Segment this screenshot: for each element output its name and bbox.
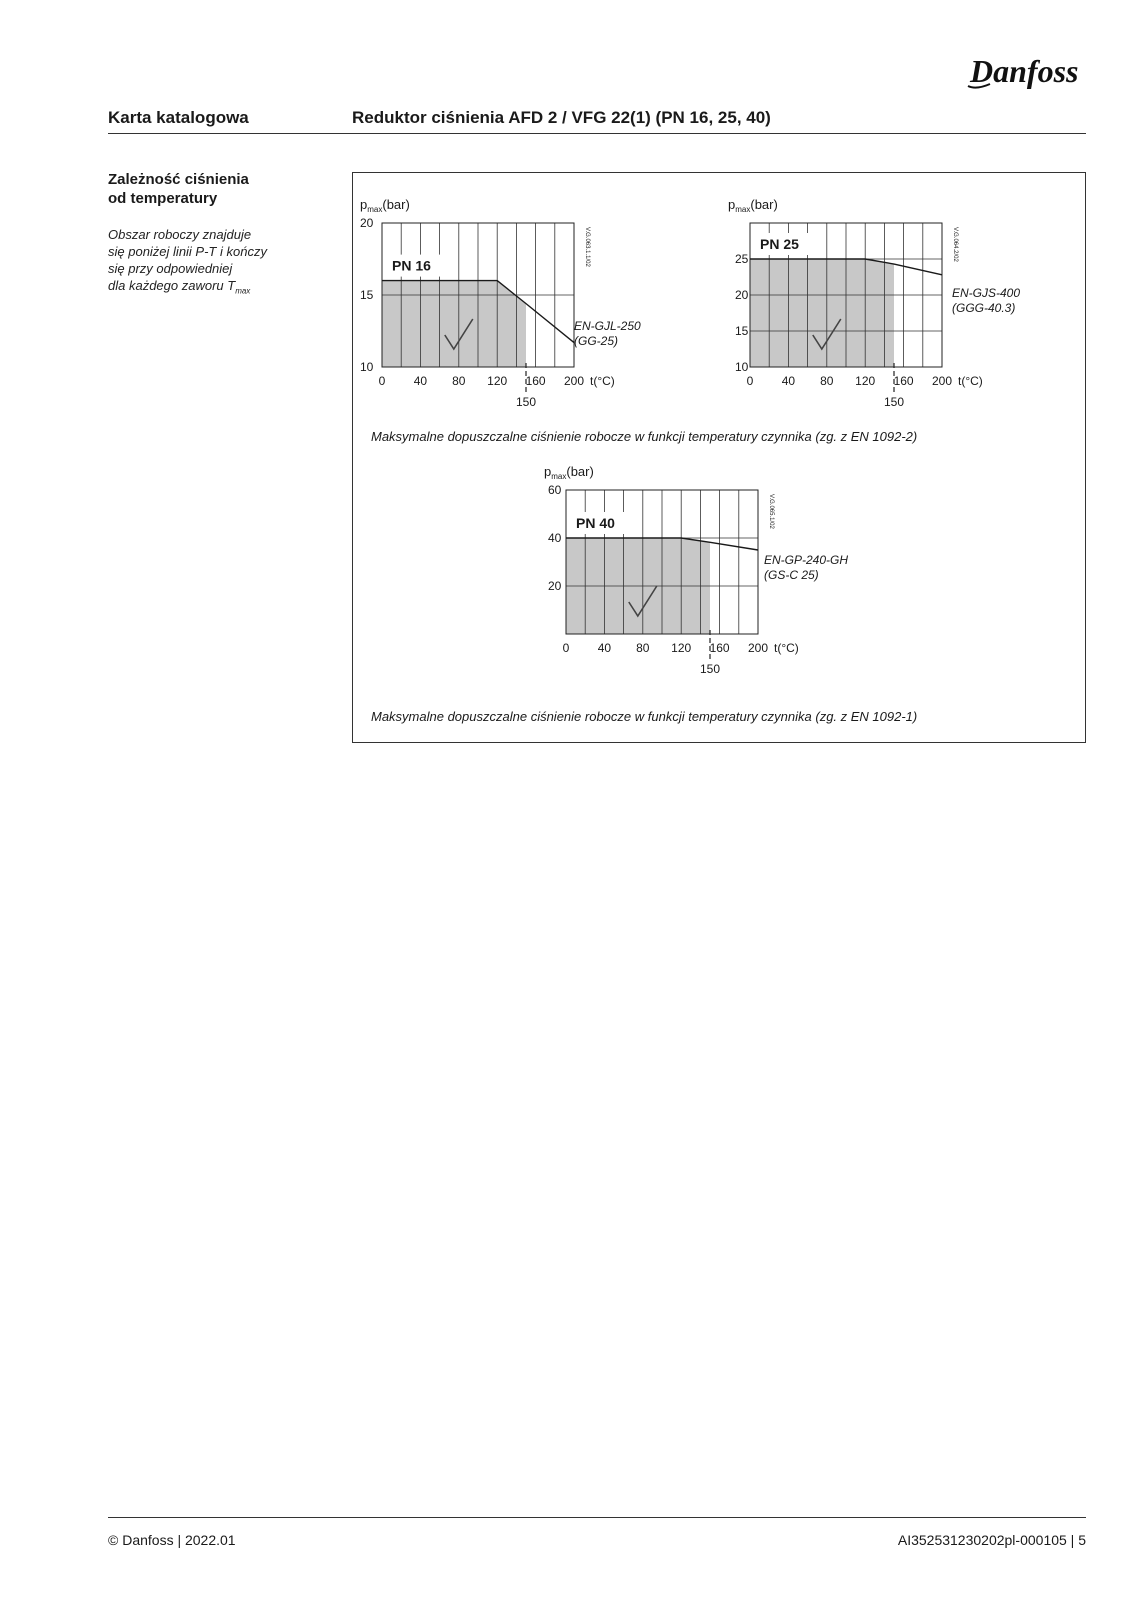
material-label-line1: EN-GJL-250 — [574, 318, 641, 333]
desc-line3: się przy odpowiedniej — [108, 261, 233, 276]
x-axis-label: t(°C) — [958, 374, 983, 388]
y-tick-label: 40 — [548, 531, 562, 545]
chart-pn16 — [360, 197, 700, 422]
y-axis-label: $p_{max}(bar)$ — [544, 464, 594, 481]
footer-doc-code: AI352531230202pl-000105 | 5 — [897, 1532, 1086, 1548]
x-tick-label: 80 — [820, 374, 834, 388]
material-label-line2: (GS-C 25) — [764, 568, 819, 582]
working-area — [382, 281, 526, 367]
section-title-line2: od temperatury — [108, 190, 218, 207]
chart-pn25 — [728, 197, 1080, 422]
section-title-line1: Zależność ciśnienia — [108, 171, 249, 188]
x-axis-label: t(°C) — [774, 641, 799, 655]
danfoss-logo — [966, 46, 1086, 96]
material-label-line1: EN-GP-240-GH — [764, 553, 849, 567]
y-tick-label: 15 — [735, 324, 749, 338]
y-tick-label: 15 — [360, 288, 374, 302]
x-tick-label-tmax: 150 — [883, 395, 905, 409]
svg-text:Danfoss: Danfoss — [970, 53, 1079, 89]
drawing-code: V.G.065.1/02 — [768, 494, 774, 529]
x-tick-label: 160 — [893, 374, 914, 388]
x-tick-label: 200 — [931, 374, 953, 388]
x-tick-label: 40 — [781, 374, 796, 388]
desc-line2: się poniżej linii P-T i kończy — [108, 244, 267, 259]
caption-en1092-1: Maksymalne dopuszczalne ciśnienie robocze w funkcji temperatury czynnika (zg. z EN 1092-1) — [371, 709, 918, 724]
footer-divider — [108, 1517, 1086, 1518]
y-axis-label: $p_{max}(bar)$ — [360, 197, 410, 214]
caption-en1092-2: Maksymalne dopuszczalne ciśnienie robocze w funkcji temperatury czynnika (zg. z EN 1092-2) — [371, 429, 918, 444]
x-tick-label: 0 — [562, 641, 570, 655]
desc-line4-text: dla każdego zaworu T — [108, 278, 236, 293]
header-divider — [108, 133, 1086, 134]
doc-type-title: Karta katalogowa — [108, 108, 249, 127]
drawing-code: V.G.063.1.1/02 — [584, 227, 590, 267]
section-title — [108, 170, 308, 208]
working-area — [750, 259, 894, 367]
drawing-code: V.G.064.2/02 — [952, 227, 958, 262]
x-tick-label: 160 — [709, 641, 730, 655]
x-tick-label: 200 — [747, 641, 769, 655]
material-label-line2: (GGG-40.3) — [952, 300, 1016, 315]
x-tick-label: 200 — [563, 374, 585, 388]
x-tick-label: 40 — [597, 641, 612, 655]
desc-line1: Obszar roboczy znajduje — [108, 227, 252, 242]
x-tick-label: 0 — [746, 374, 754, 388]
footer-copyright: © Danfoss | 2022.01 — [108, 1532, 236, 1548]
chart-pn40 — [544, 464, 888, 694]
x-tick-label: 0 — [378, 374, 386, 388]
material-label-line1: EN-GJS-400 — [952, 285, 1021, 300]
x-tick-label: 80 — [452, 374, 466, 388]
desc-line4 — [108, 277, 308, 300]
section-description — [108, 226, 308, 300]
y-tick-label: 20 — [548, 579, 562, 593]
x-tick-label: 80 — [636, 641, 650, 655]
y-tick-label: 25 — [735, 252, 749, 266]
x-tick-label: 120 — [487, 374, 508, 388]
y-tick-label: 10 — [360, 360, 374, 374]
x-tick-label: 120 — [855, 374, 876, 388]
y-tick-label: 10 — [735, 360, 749, 374]
x-tick-label-tmax: 150 — [699, 662, 721, 676]
material-label-line2: (GG-25) — [574, 333, 619, 348]
x-tick-label: 120 — [671, 641, 692, 655]
pn-label: PN 40 — [576, 515, 615, 531]
x-tick-label: 160 — [525, 374, 546, 388]
x-tick-label: 40 — [413, 374, 428, 388]
y-axis-label: $p_{max}(bar)$ — [728, 197, 778, 214]
x-axis-label: t(°C) — [590, 374, 615, 388]
x-tick-label-tmax: 150 — [515, 395, 537, 409]
y-tick-label: 20 — [735, 288, 749, 302]
desc-line4-sub: max — [235, 286, 251, 296]
y-tick-label: 20 — [360, 216, 374, 230]
product-title: Reduktor ciśnienia AFD 2 / VFG 22(1) (PN 16, 25, 40) — [352, 108, 771, 127]
y-tick-label: 60 — [548, 483, 562, 497]
pn-label: PN 16 — [392, 257, 431, 274]
pn-label: PN 25 — [760, 236, 799, 252]
